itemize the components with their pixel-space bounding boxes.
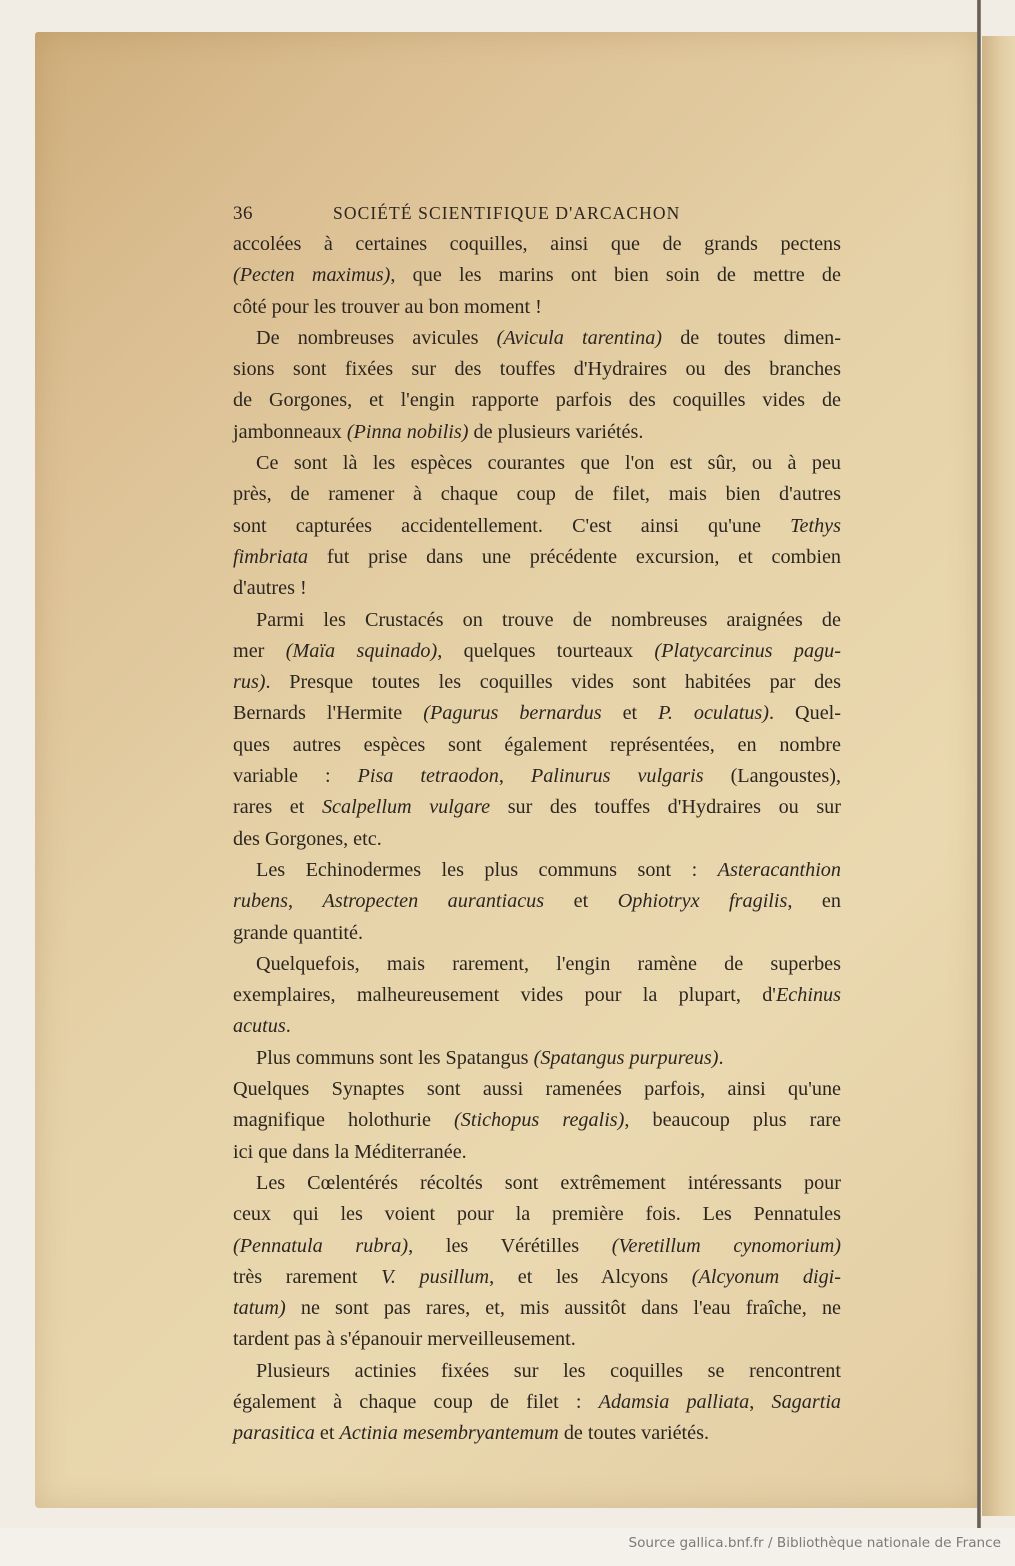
text-run: ceux qui les voient pour la première fois. Les Pennatules xyxy=(233,1203,841,1226)
text-run: rares et xyxy=(233,796,322,819)
text-line xyxy=(233,1262,841,1293)
species-name: V. pusillum xyxy=(381,1265,490,1288)
text-line xyxy=(233,1168,841,1199)
species-name: Tethys xyxy=(790,514,841,537)
text-run: et xyxy=(601,702,659,725)
text-line xyxy=(233,1199,841,1230)
text-run: près, de ramener à chaque coup de filet, mais bien d'autres xyxy=(233,483,841,506)
text-run: , et les Alcyons xyxy=(489,1265,692,1288)
text-run: accolées à certaines coquilles, ainsi que de grands pectens xyxy=(233,233,841,255)
text-line xyxy=(233,949,841,980)
text-line xyxy=(233,1418,841,1449)
species-name: (Pennatula rubra) xyxy=(233,1234,409,1257)
species-name: P. oculatus) xyxy=(658,702,770,725)
text-line xyxy=(233,698,841,729)
text-line xyxy=(233,1011,841,1042)
adjacent-page-edge xyxy=(982,36,1015,1516)
text-run: . xyxy=(285,1015,291,1038)
species-name: Ophiotryx fragilis xyxy=(617,890,788,913)
species-name: Scalpellum vulgare xyxy=(321,796,491,819)
text-line xyxy=(233,1293,841,1324)
text-run: d'autres ! xyxy=(233,577,307,600)
text-run: ici que dans la Méditerranée. xyxy=(233,1140,467,1163)
text-run: . Presque toutes les coquilles vides sont habitées par des xyxy=(265,671,841,694)
species-name: Actinia mesembryantemum xyxy=(339,1422,559,1445)
text-run: , xyxy=(287,890,323,913)
text-run: côté pour les trouver au bon moment ! xyxy=(233,295,542,318)
text-line xyxy=(233,417,841,448)
running-head xyxy=(233,198,841,229)
species-name: parasitica xyxy=(233,1422,315,1445)
text-run: , quelques tourteaux xyxy=(437,639,655,662)
text-line xyxy=(233,761,841,792)
text-run: De nombreuses avicules xyxy=(256,326,497,349)
text-run: sions sont fixées sur des touffes d'Hydraires ou des branches xyxy=(233,358,841,381)
text-run: , en xyxy=(787,890,841,913)
species-name: (Spatangus purpureus) xyxy=(533,1046,719,1069)
text-line xyxy=(233,448,841,479)
species-name: acutus xyxy=(233,1015,286,1038)
text-run: et xyxy=(314,1422,340,1445)
text-line xyxy=(233,792,841,823)
page-content xyxy=(233,198,841,1450)
text-line xyxy=(233,667,841,698)
text-run: Quelquefois, mais rarement, l'engin ramène de superbes xyxy=(256,952,841,975)
text-run: . Quel- xyxy=(769,702,842,725)
text-line xyxy=(233,292,841,323)
text-run: ne sont pas rares, et, mis aussitôt dans l'eau fraîche, ne xyxy=(285,1297,841,1320)
text-run: , les Vérétilles xyxy=(408,1234,612,1257)
source-attribution: Source gallica.bnf.fr / Bibliothèque nationale de France xyxy=(628,1535,1001,1551)
text-line xyxy=(233,1231,841,1262)
species-name: (Platycarcinus pagu- xyxy=(654,639,841,662)
text-run: Les Cœlentérés récoltés sont extrêmement intéressants pour xyxy=(256,1171,841,1194)
text-line xyxy=(233,1105,841,1136)
text-line xyxy=(233,1356,841,1387)
species-name: rubens xyxy=(233,890,288,913)
body-text xyxy=(233,229,841,1450)
text-line xyxy=(233,229,841,260)
text-run: sont capturées accidentellement. C'est ainsi qu'une xyxy=(233,514,791,537)
text-run: . xyxy=(718,1046,724,1069)
text-line xyxy=(233,1043,841,1074)
text-run: Les Echinodermes les plus communs sont : xyxy=(256,858,718,881)
text-run: Quelques Synaptes sont aussi ramenées parfois, ainsi qu'une xyxy=(233,1078,841,1101)
text-line xyxy=(233,354,841,385)
text-line xyxy=(233,260,841,291)
text-run: , xyxy=(749,1390,772,1413)
text-line xyxy=(233,1324,841,1355)
text-run: de toutes dimen- xyxy=(662,326,841,349)
text-run: exemplaires, malheureusement vides pour la plupart, d' xyxy=(233,984,776,1007)
text-line xyxy=(233,573,841,604)
species-name: (Pecten maximus) xyxy=(233,264,391,287)
text-line xyxy=(233,1137,841,1168)
species-name: (Pagurus bernardus xyxy=(423,702,602,725)
text-line xyxy=(233,385,841,416)
species-name: Pisa tetraodon xyxy=(357,765,499,788)
text-run: et xyxy=(544,890,618,913)
text-run: très rarement xyxy=(233,1265,382,1288)
text-line xyxy=(233,730,841,761)
text-line xyxy=(233,511,841,542)
text-run: des Gorgones, etc. xyxy=(233,827,382,850)
species-name: (Veretillum cynomorium) xyxy=(611,1234,842,1257)
text-line xyxy=(233,824,841,855)
species-name: Echinus xyxy=(775,984,841,1007)
text-run: Plus communs sont les Spatangus xyxy=(256,1046,534,1069)
text-run: de Gorgones, et l'engin rapporte parfois des coquilles vides de xyxy=(233,389,841,412)
text-run: tardent pas à s'épanouir merveilleusement. xyxy=(233,1328,576,1351)
species-name: Astropecten aurantiacus xyxy=(322,890,545,913)
text-run: Parmi les Crustacés on trouve de nombreuses araignées de xyxy=(256,608,841,631)
species-name: Palinurus vulgaris xyxy=(530,765,704,788)
species-name: (Stichopus regalis) xyxy=(454,1109,625,1132)
species-name: (Maïa squinado) xyxy=(285,639,438,662)
text-run: (Langoustes), xyxy=(703,765,842,788)
text-run: de toutes variétés. xyxy=(558,1422,709,1445)
text-run: fut prise dans une précédente excursion, et combien xyxy=(308,545,841,568)
text-line xyxy=(233,918,841,949)
text-run: également à chaque coup de filet : xyxy=(233,1390,599,1413)
text-line xyxy=(233,886,841,917)
text-run: de plusieurs variétés. xyxy=(468,420,644,443)
text-run: sur des touffes d'Hydraires ou sur xyxy=(490,796,841,819)
text-run: jambonneaux xyxy=(233,420,347,443)
binding-fold xyxy=(977,0,981,1528)
species-name: tatum) xyxy=(233,1297,286,1320)
species-name: rus) xyxy=(233,671,266,694)
text-line xyxy=(233,980,841,1011)
text-run: ques autres espèces sont également représentées, en nombre xyxy=(233,733,841,756)
species-name: Sagartia xyxy=(771,1390,842,1413)
text-run: grande quantité. xyxy=(233,921,364,944)
species-name: (Avicula tarentina) xyxy=(496,326,663,349)
species-name: Asteracanthion xyxy=(717,858,841,881)
text-line xyxy=(233,479,841,510)
text-line xyxy=(233,636,841,667)
text-run: mer xyxy=(233,639,286,662)
species-name: Adamsia palliata xyxy=(598,1390,750,1413)
text-line xyxy=(233,542,841,573)
text-run: , beaucoup plus rare xyxy=(624,1109,841,1132)
text-run: , que les marins ont bien soin de mettre de xyxy=(390,264,841,287)
text-line xyxy=(233,855,841,886)
text-line xyxy=(233,1387,841,1418)
text-line xyxy=(233,1074,841,1105)
page-number: 36 xyxy=(233,203,253,224)
running-title: SOCIÉTÉ SCIENTIFIQUE D'ARCACHON xyxy=(333,203,681,223)
species-name: fimbriata xyxy=(233,545,309,568)
text-run: Bernards l'Hermite xyxy=(233,702,424,725)
species-name: (Alcyonum digi- xyxy=(691,1265,841,1288)
text-line xyxy=(233,323,841,354)
text-run: Ce sont là les espèces courantes que l'on est sûr, ou à peu xyxy=(256,452,841,475)
text-line xyxy=(233,605,841,636)
text-run: variable : xyxy=(233,765,358,788)
text-run: , xyxy=(498,765,531,788)
species-name: (Pinna nobilis) xyxy=(346,420,469,443)
text-run: Plusieurs actinies fixées sur les coquilles se rencontrent xyxy=(256,1359,841,1382)
text-run: magnifique holothurie xyxy=(233,1109,455,1132)
